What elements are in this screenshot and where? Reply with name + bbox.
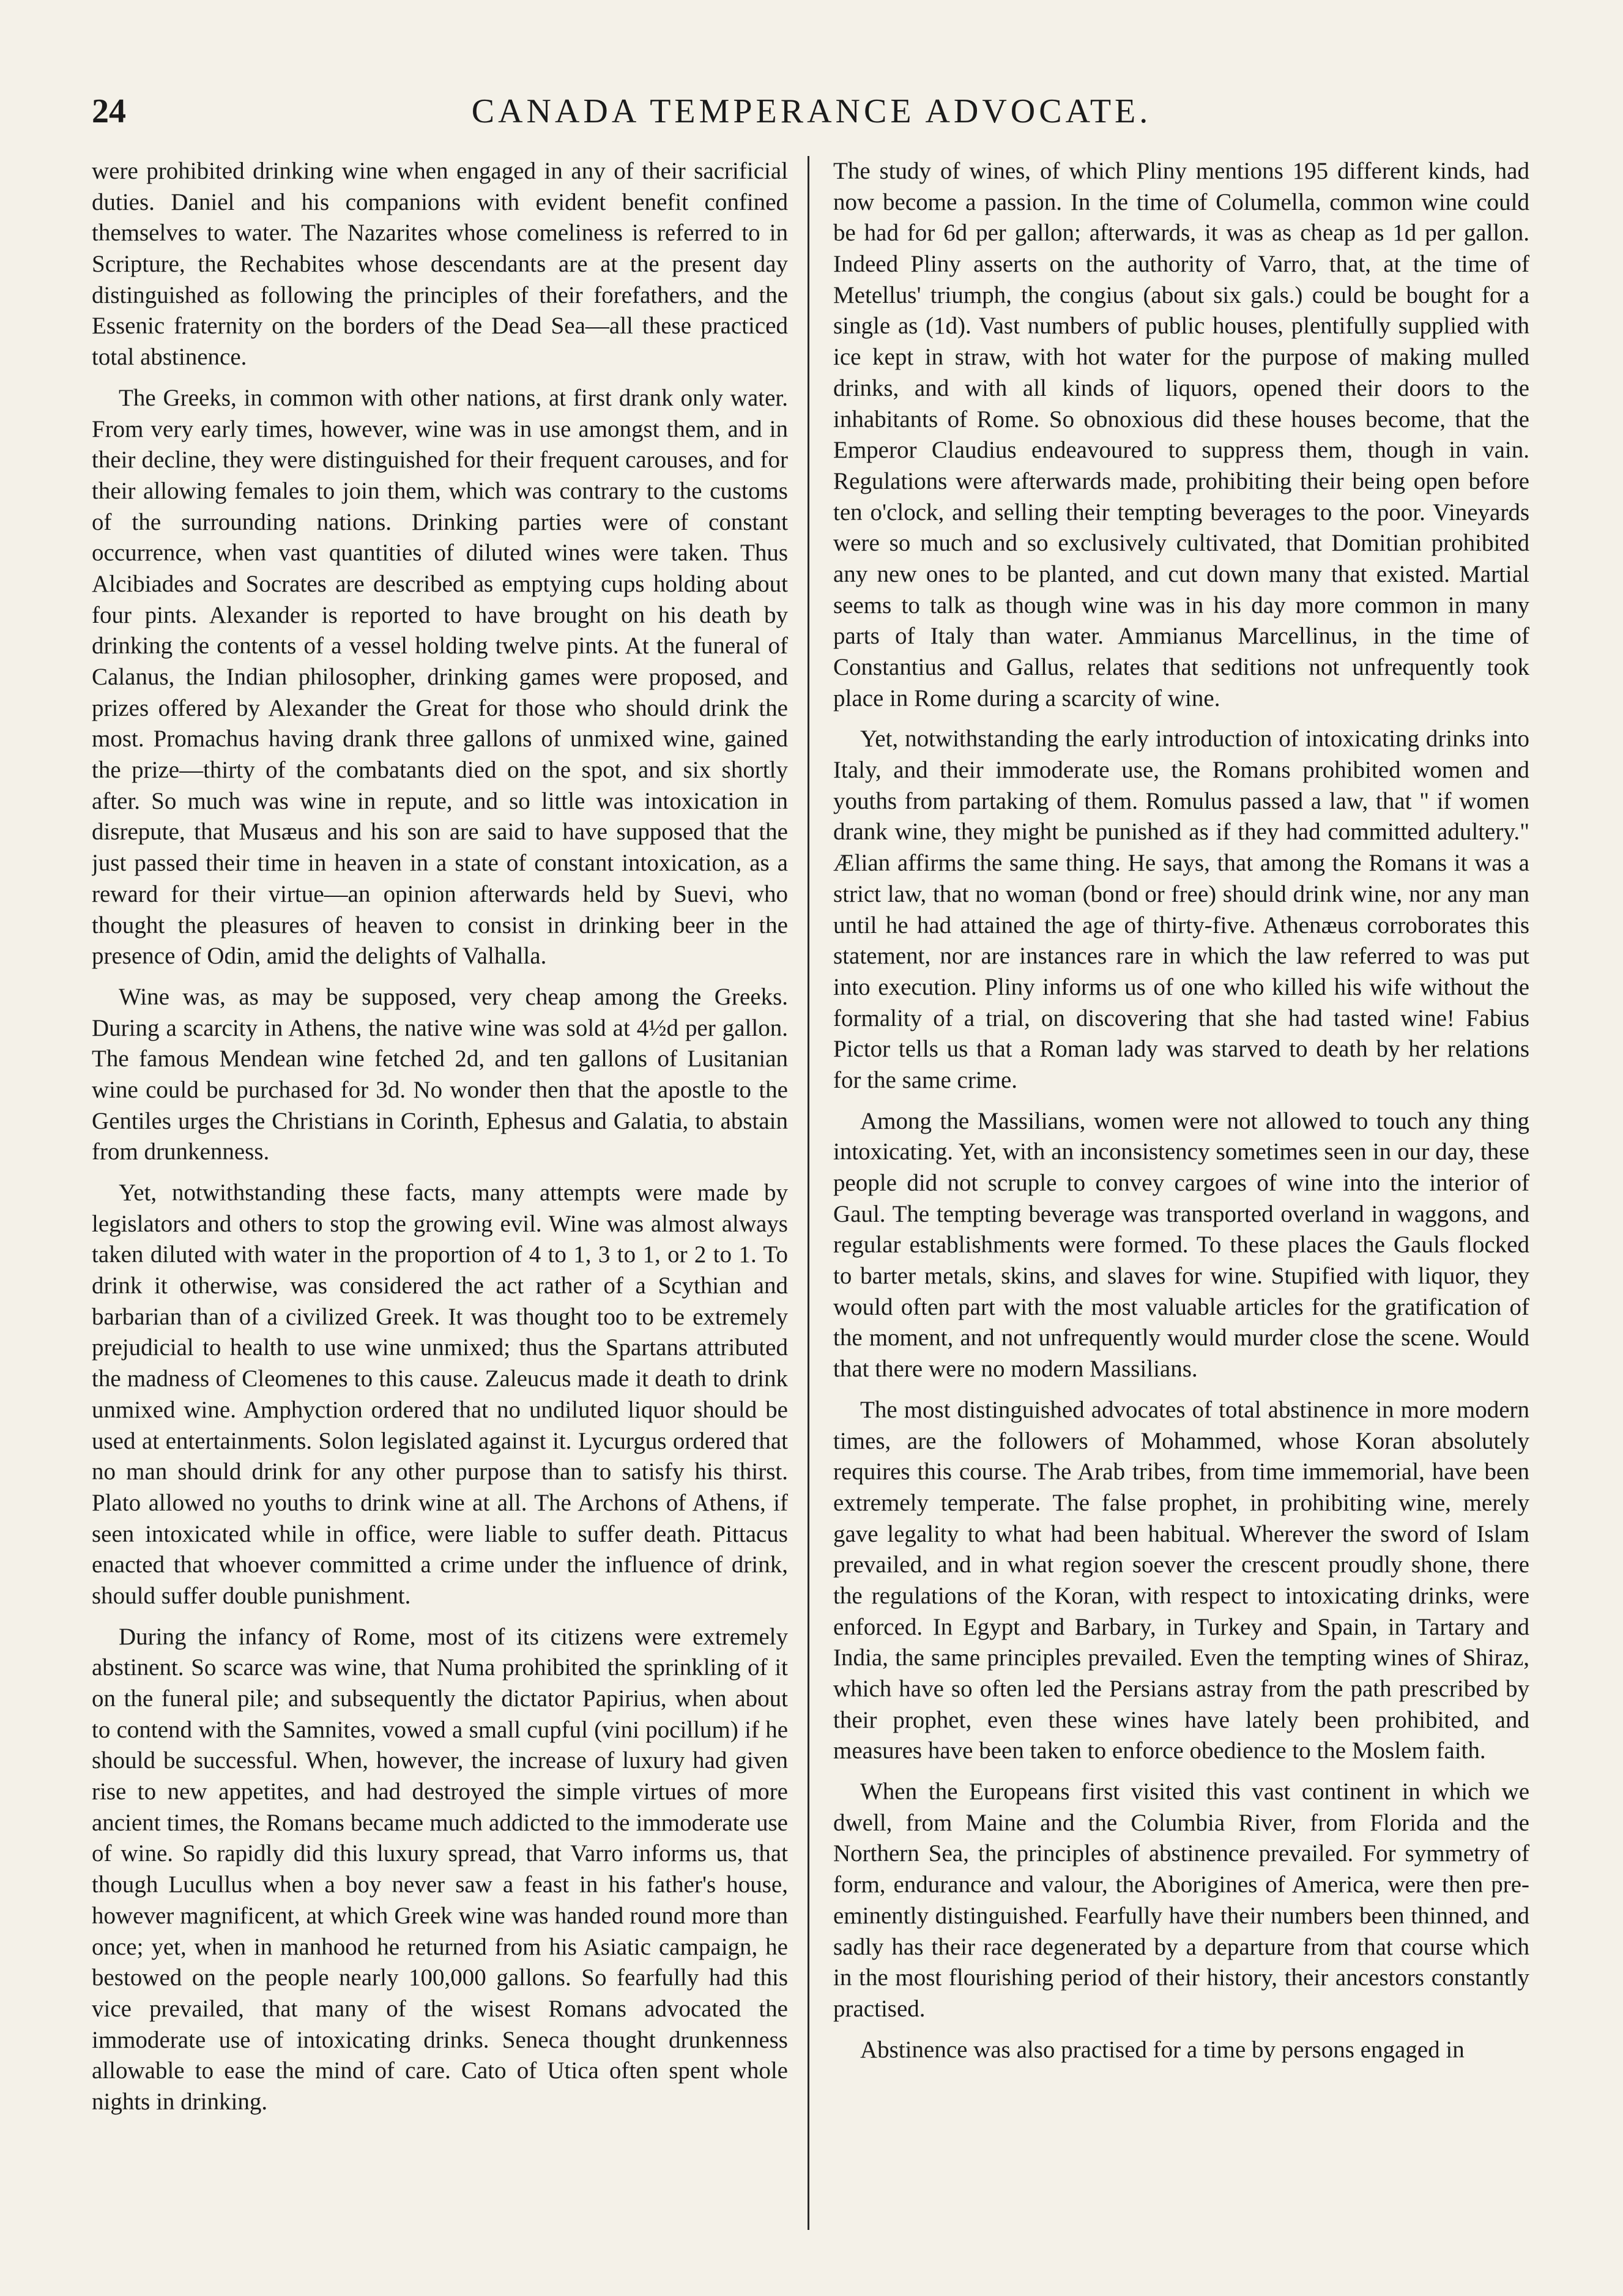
publication-title: CANADA TEMPERANCE ADVOCATE.: [471, 92, 1152, 130]
paragraph: The Greeks, in common with other nations, at first drank only water. From very early times, however, wine was in use amongst them, and in their decline, they were distinguished for their frequent carouses, and for their allowing females to join them, which was contrary to the customs of the surrounding nations. Drinking parties were of constant occurrence, when vast quantities of diluted wines were taken. Thus Alcibiades and Socrates are described as emptying cups holding about four pints. Alexander is reported to have brought on his death by drinking the contents of a vessel holding twelve pints. At the funeral of Calanus, the Indian philosopher, drinking games were proposed, and prizes offered by Alexander the Great for those who should drink the most. Promachus having drank three gallons of unmixed wine, gained the prize—thirty of the combatants died on the spot, and six shortly after. So much was wine in repute, and so little was intoxication in disrepute, that Musæus and his son are said to have supposed that the just passed their time in heaven in a state of constant intoxication, as a reward for their virtue—an opinion afterwards held by Suevi, who thought the pleasures of heaven to consist in drinking beer in the presence of Odin, amid the delights of Valhalla.: [92, 384, 788, 970]
paragraph: were prohibited drinking wine when engaged in any of their sacrificial duties. Daniel and his companions with evident benefit confined themselves to water. The Nazarites whose comeliness is referred to in Scripture, the Rechabites whose descendants are at the present day distinguished as following the principles of their forefathers, and the Essenic fraternity on the borders of the Dead Sea—all these practiced total abstinence.: [92, 158, 788, 371]
paragraph: During the infancy of Rome, most of its citizens were extremely abstinent. So scarce was wine, that Numa prohibited the sprinkling of it on the funeral pile; and subsequently the dictator Papirius, when about to contend with the Samnites, vowed a small cupful (vini pocillum) if he should be successful. When, however, the increase of luxury had given rise to new appetites, and had destroyed the simple virtues of more ancient times, the Romans became much addicted to the immoderate use of wine. So rapidly did this luxury spread, that Varro informs us, that though Lucullus when a boy never saw a feast in his father's house, however magnificent, at which Greek wine was handed round more than once; yet, when in manhood he returned from his Asiatic campaign, he bestowed on the people nearly 100,000 gallons. So fearfully had this vice prevailed, that many of the wisest Romans advocated the immoderate use of intoxicating drinks. Seneca thought drunkenness allowable to ease the mind of care. Cato of Utica often spent whole nights in drinking.: [92, 1623, 788, 2115]
right-column: [833, 156, 1529, 2230]
column-divider: [808, 156, 809, 2230]
page-number: 24: [92, 92, 126, 130]
paragraph: Yet, notwithstanding these facts, many attempts were made by legislators and others to stop the growing evil. Wine was almost always taken diluted with water in the proportion of 4 to 1, 3 to 1, or 2 to 1. To drink it otherwise, was considered the act rather of a Scythian and barbarian than of a civilized Greek. It was thought too to be extremely prejudicial to health to use wine unmixed; thus the Spartans attributed the madness of Cleomenes to this cause. Zaleucus made it death to drink unmixed wine. Amphyction ordered that no undiluted liquor should be used at entertainments. Solon legislated against it. Lycurgus ordered that no man should drink for any other purpose than to satisfy his thirst. Plato allowed no youths to drink wine at all. The Archons of Athens, if seen intoxicated while in office, were liable to suffer death. Pittacus enacted that whoever committed a crime under the influence of drink, should suffer double punishment.: [92, 1180, 788, 1609]
paragraph: Abstinence was also practised for a time by persons engaged in: [860, 2036, 1465, 2063]
paragraph: The study of wines, of which Pliny mentions 195 different kinds, had now become a passion. In the time of Columella, common wine could be had for 6d per gallon; afterwards, it was as cheap as 1d per gallon. Indeed Pliny asserts on the authority of Varro, that, at the time of Metellus' triumph, the congius (about six gals.) could be bought for a single as (1d). Vast numbers of public houses, plentifully supplied with ice kept in straw, with hot water for the purpose of making mulled drinks, and with all kinds of liquors, opened their doors to the inhabitants of Rome. So obnoxious did these houses become, that the Emperor Claudius endeavoured to suppress them, though in vain. Regulations were afterwards made, prohibiting their being open before ten o'clock, and selling their tempting beverages to the poor. Vineyards were so much and so exclusively cultivated, that Domitian prohibited any new ones to be planted, and cut down many that existed. Martial seems to talk as though wine was in his day more common in many parts of Italy than water. Ammianus Marcellinus, in the time of Constantius and Gallus, relates that seditions not unfrequently took place in Rome during a scarcity of wine.: [833, 158, 1529, 711]
article-body: [92, 156, 1529, 2230]
left-column: [92, 156, 788, 2230]
paragraph: Yet, notwithstanding the early introduction of intoxicating drinks into Italy, and their immoderate use, the Romans prohibited women and youths from partaking of them. Romulus passed a law, that " if women drank wine, they might be punished as if they had committed adultery." Ælian affirms the same thing. He says, that among the Romans it was a strict law, that no woman (bond or free) should drink wine, nor any man until he had attained the age of thirty-five. Athenæus corroborates this statement, nor are instances rare in which the law referred to was put into execution. Pliny informs us of one who killed his wife without the formality of a trial, on discovering that she had tasted wine! Fabius Pictor tells us that a Roman lady was starved to death by her relations for the same crime.: [833, 726, 1529, 1093]
paragraph: Wine was, as may be supposed, very cheap among the Greeks. During a scarcity in Athens, the native wine was sold at 4½d per gallon. The famous Mendean wine fetched 2d, and ten gallons of Lusitanian wine could be purchased for 3d. No wonder then that the apostle to the Gentiles urges the Christians in Corinth, Ephesus and Galatia, to abstain from drunkenness.: [92, 983, 788, 1165]
paragraph: Among the Massilians, women were not allowed to touch any thing intoxicating. Yet, with an inconsistency sometimes seen in our day, these people did not scruple to convey cargoes of wine into the interior of Gaul. The tempting beverage was transported overland in waggons, and regular establishments were formed. To these places the Gauls flocked to barter metals, skins, and slaves for wine. Stupified with liquor, they would often part with the most valuable articles for the gratification of the moment, and not unfrequently would murder close the scene. Would that there were no modern Massilians.: [833, 1107, 1529, 1383]
page-header: [92, 92, 1531, 153]
paragraph: When the Europeans first visited this vast continent in which we dwell, from Maine and the Columbia River, from Florida and the Northern Sea, the principles of abstinence prevailed. For symmetry of form, endurance and valour, the Aborigines of America, were then pre-eminently distinguished. Fearfully have their numbers been thinned, and sadly has their race degenerated by a departure from that course which in the most flourishing period of their history, their ancestors constantly practised.: [833, 1778, 1529, 2022]
paragraph: The most distinguished advocates of total abstinence in more modern times, are the followers of Mohammed, whose Koran absolutely requires this course. The Arab tribes, from time immemorial, have been extremely temperate. The false prophet, in prohibiting wine, merely gave legality to what had been habitual. Wherever the sword of Islam prevailed, and in what region soever the crescent proudly shone, there the regulations of the Koran, with respect to intoxicating drinks, were enforced. In Egypt and Barbary, in Turkey and Spain, in Tartary and India, the same principles prevailed. Even the tempting wines of Shiraz, which have so often led the Persians astray from the path prescribed by their prophet, even these wines have lately been prohibited, and measures have been taken to enforce obedience to the Moslem faith.: [833, 1396, 1529, 1764]
